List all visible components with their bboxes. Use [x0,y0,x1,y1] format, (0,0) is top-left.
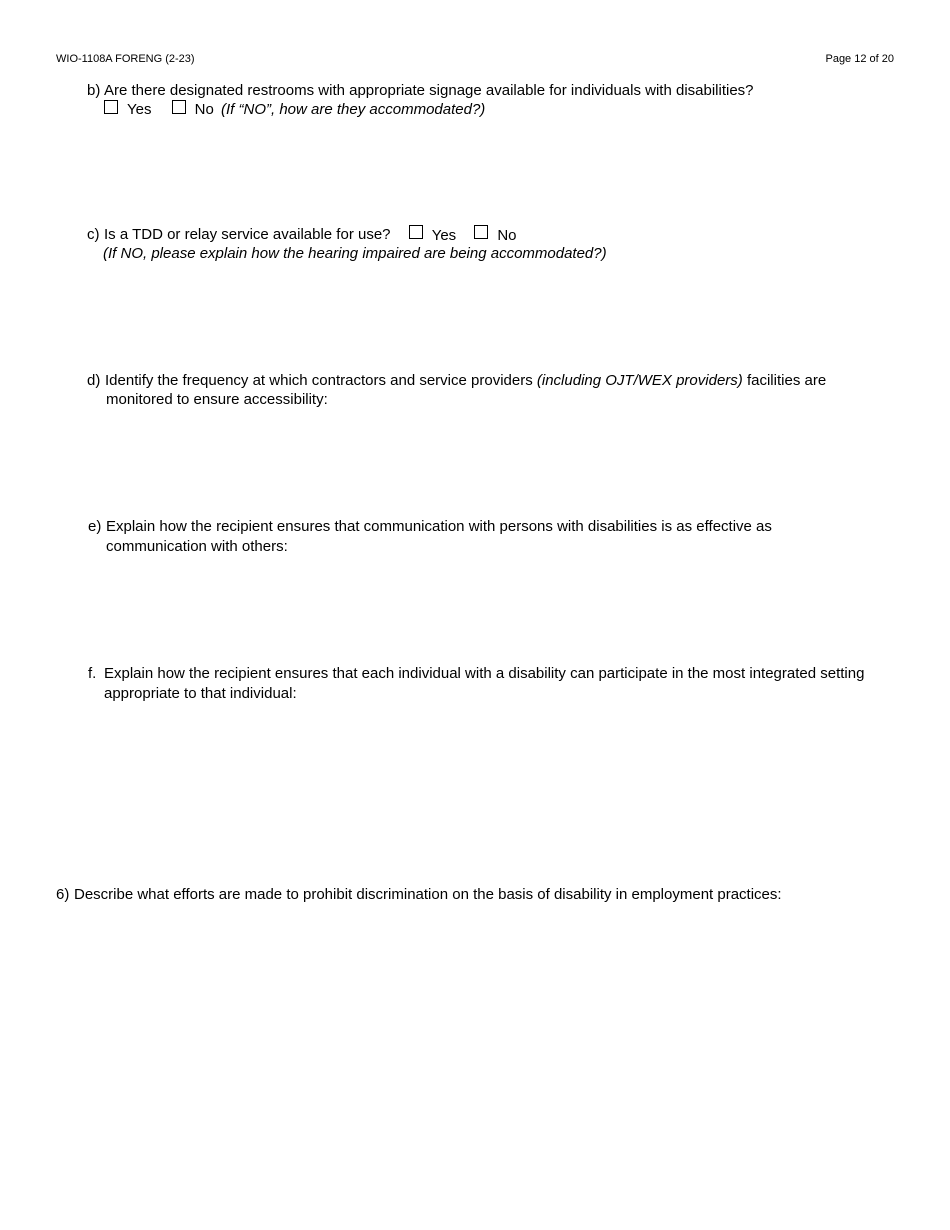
question-d-line2: monitored to ensure accessibility: [106,391,328,408]
question-c-yes-label: Yes [431,227,457,244]
question-6-text: Describe what efforts are made to prohibit discrimination on the basis of disability in employment practices: [74,886,782,903]
question-b-text: Are there designated restrooms with appropriate signage available for individuals with disabilities? [104,82,754,99]
question-b-yes-label: Yes [127,101,152,118]
question-d-marker: d) [87,372,101,389]
question-c-line [104,225,517,245]
question-f-line1: Explain how the recipient ensures that each individual with a disability can participate in the most integrated setting [104,665,865,682]
question-c-no-checkbox[interactable] [474,225,488,239]
question-f-marker: f. [88,665,97,682]
question-6-marker: 6) [56,886,70,903]
question-b-yes-checkbox[interactable] [104,100,118,114]
question-c-no-option[interactable] [474,226,516,245]
question-b-no-label: No [194,101,214,118]
question-d-text-italic: (including OJT/WEX providers) [536,372,743,389]
question-c-yes-checkbox[interactable] [409,225,423,239]
question-d-text-after: facilities are [746,372,827,389]
question-b-options [104,100,485,119]
question-c-marker: c) [87,226,100,243]
question-e-line1: Explain how the recipient ensures that communication with persons with disabilities is as effective as [106,518,772,535]
form-id: WIO-1108A FORENG (2-23) [56,53,195,65]
question-d-text-before: Identify the frequency at which contractors and service providers [105,372,533,389]
question-b-no-option[interactable] [172,100,214,119]
question-b-marker: b) [87,82,101,99]
question-f-line2: appropriate to that individual: [104,685,297,702]
question-b-no-checkbox[interactable] [172,100,186,114]
question-c-no-label: No [497,227,517,244]
question-c-note: (If NO, please explain how the hearing impaired are being accommodated?) [103,245,607,262]
question-c-yes-option[interactable] [409,226,456,245]
question-e-marker: e) [88,518,102,535]
question-e-line2: communication with others: [106,538,288,555]
page-number: Page 12 of 20 [825,53,894,65]
question-b-yes-option[interactable] [104,100,151,119]
question-c-text: Is a TDD or relay service available for use? [104,226,391,243]
question-b-note: (If “NO”, how are they accommodated?) [221,101,486,118]
question-d-line1 [105,371,826,390]
